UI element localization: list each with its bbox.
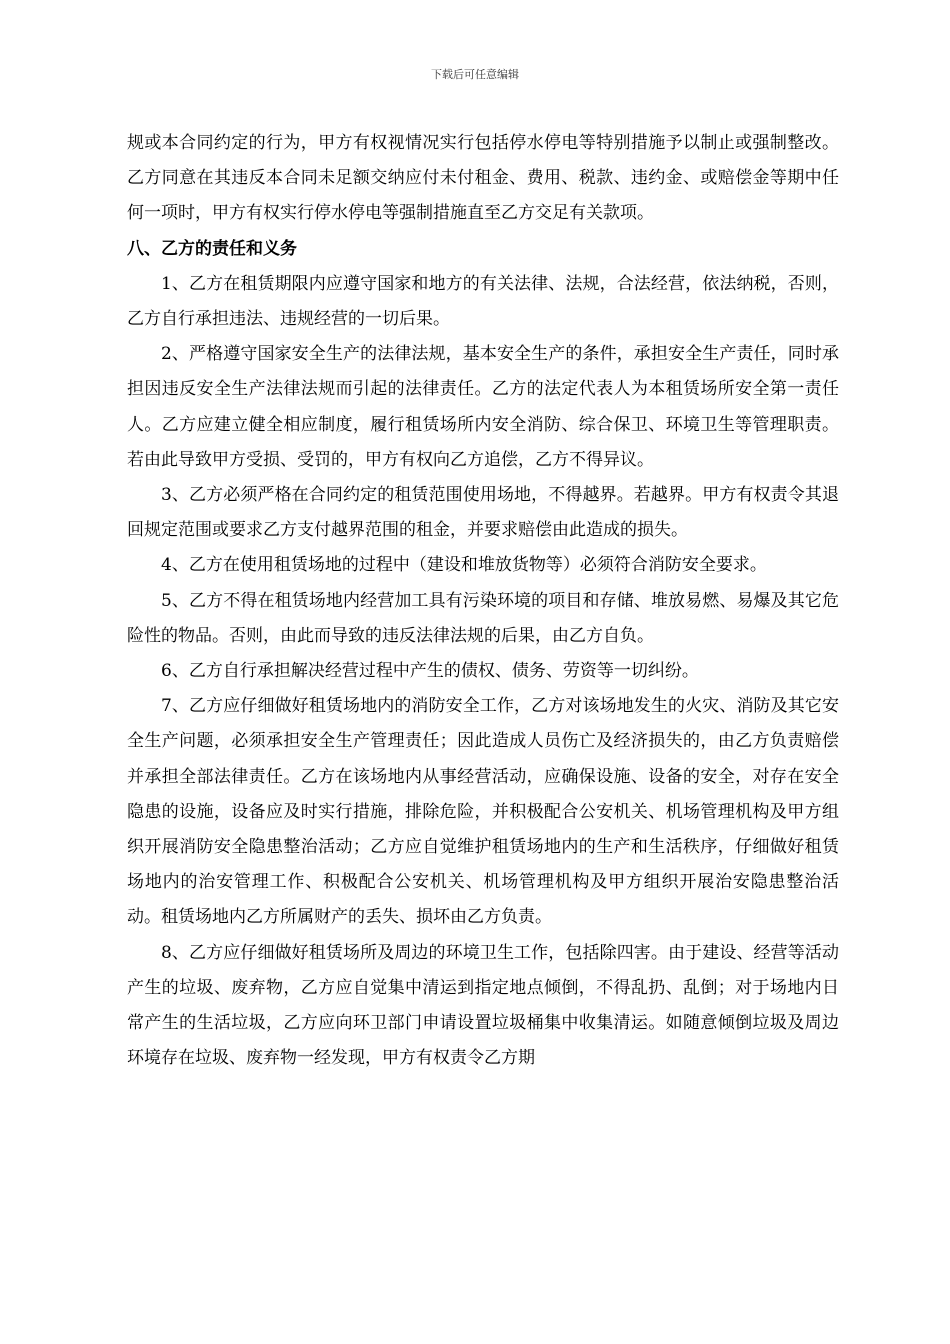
continuation-paragraph: 规或本合同约定的行为，甲方有权视情况实行包括停水停电等特别措施予以制止或强制整改。乙方同意在其违反本合同未足额交纳应付未付租金、费用、税款、违约金、或赔偿金等期中任何一项时，甲方有权实行停水停电等强制措施直至乙方交足有关款项。: [127, 133, 839, 224]
clause-7: 7、乙方应仔细做好租赁场地内的消防安全工作，乙方对该场地发生的火灾、消防及其它安全生产问题，必须承担安全生产管理责任；因此造成人员伤亡及经济损失的，由乙方负责赔偿并承担全部法律责任。乙方在该场地内从事经营活动，应确保设施、设备的安全，对存在安全隐患的设施，设备应及时实行措施，排除危险，并积极配合公安机关、机场管理机构及甲方组织开展消防安全隐患整治活动；乙方应自觉维护租赁场地内的生产和生活秩序，仔细做好租赁场地内的治安管理工作、积极配合公安机关、机场管理机构及甲方组织开展治安隐患整治活动。租赁场地内乙方所属财产的丢失、损坏由乙方负责。: [127, 696, 839, 928]
clause-2: 2、严格遵守国家安全生产的法律法规，基本安全生产的条件，承担安全生产责任，同时承担因违反安全生产法律法规而引起的法律责任。乙方的法定代表人为本租赁场所安全第一责任人。乙方应建立健全相应制度，履行租赁场所内安全消防、综合保卫、环境卫生等管理职责。若由此导致甲方受损、受罚的，甲方有权向乙方追偿，乙方不得异议。: [127, 344, 839, 470]
clause-3: 3、乙方必须严格在合同约定的租赁范围使用场地，不得越界。若越界。甲方有权责令其退回规定范围或要求乙方支付越界范围的租金，并要求赔偿由此造成的损失。: [127, 485, 839, 541]
clause-6: 6、乙方自行承担解决经营过程中产生的债权、债务、劳资等一切纠纷。: [161, 661, 699, 682]
clause-5: 5、乙方不得在租赁场地内经营加工具有污染环境的项目和存储、堆放易燃、易爆及其它危险性的物品。否则，由此而导致的违反法律法规的后果，由乙方自负。: [127, 590, 839, 646]
page-header: 下载后可任意编辑: [431, 68, 519, 81]
section-heading: 八、乙方的责任和义务: [127, 238, 297, 259]
clause-4: 4、乙方在使用租赁场地的过程中（建设和堆放货物等）必须符合消防安全要求。: [161, 555, 767, 576]
clause-1: 1、乙方在租赁期限内应遵守国家和地方的有关法律、法规，合法经营，依法纳税，否则，乙方自行承担违法、违规经营的一切后果。: [127, 273, 839, 330]
clause-8: 8、乙方应仔细做好租赁场所及周边的环境卫生工作，包括除四害。由于建设、经营等活动产生的垃圾、废弃物，乙方应自觉集中清运到指定地点倾倒，不得乱扔、乱倒；对于场地内日常产生的生活垃圾，乙方应向环卫部门申请设置垃圾桶集中收集清运。如随意倾倒垃圾及周边环境存在垃圾、废弃物一经发现，甲方有权责令乙方期: [127, 942, 839, 1069]
document-body: [127, 126, 839, 1076]
